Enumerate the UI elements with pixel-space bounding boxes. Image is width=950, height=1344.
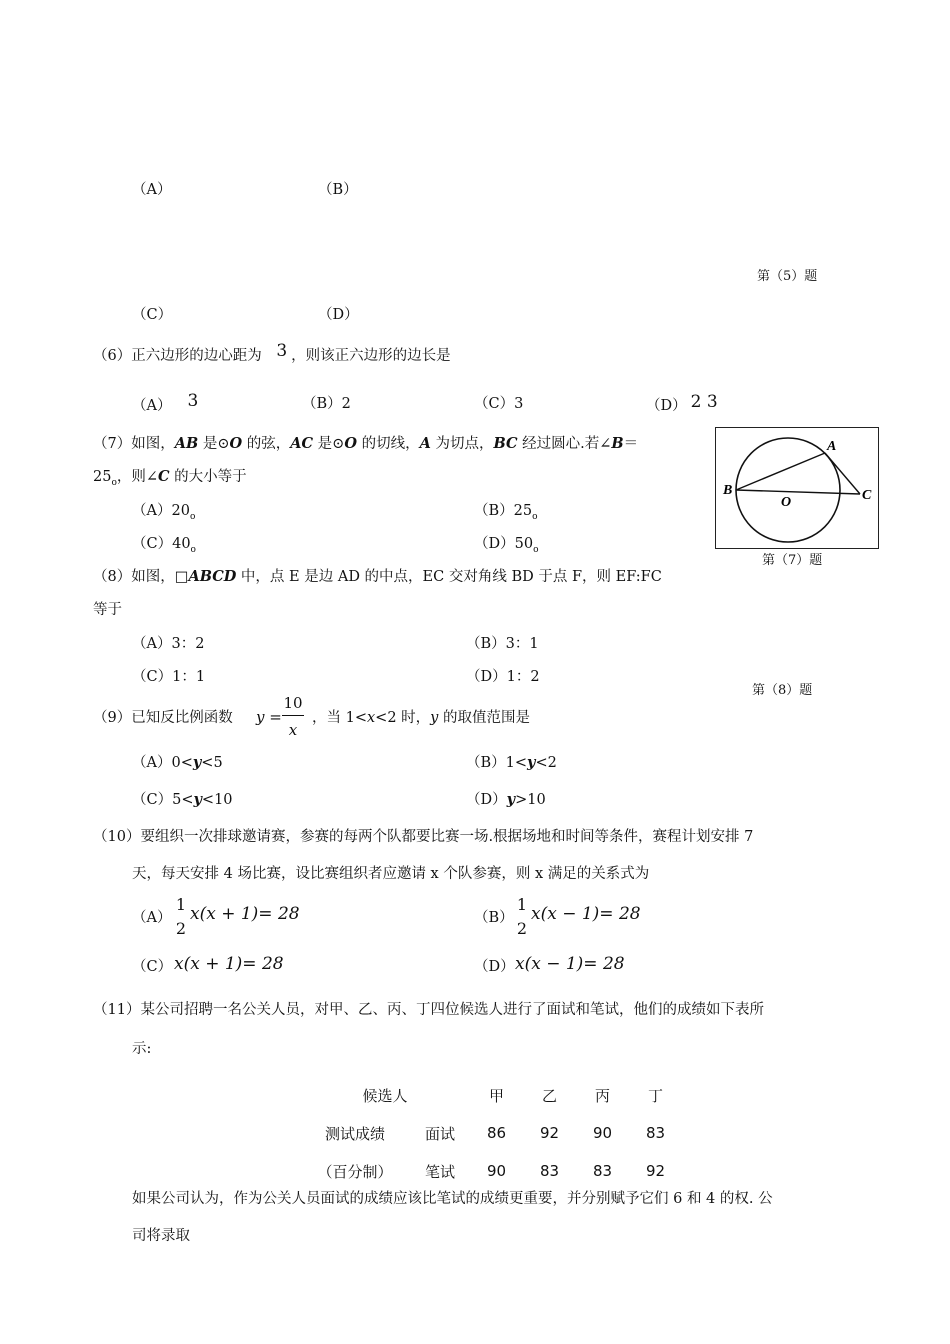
q11-row1-ding: 83 [645,1124,666,1142]
q6-stem-value: 3 [276,341,288,361]
q11-stem-line1: （11）某公司招聘一名公关人员，对甲、乙、丙、丁四位候选人进行了面试和笔试，他们的成绩如下表所 [93,1002,764,1018]
q8-stem-pre: 如图， [131,569,175,585]
q6-opt-a-value: 3 [187,391,199,411]
q10-opt-d-label: （D） [474,959,515,975]
q9-opt-c-seg: <10 [201,792,233,808]
q9-stem-pre-text: 已知反比例函数 [131,710,233,726]
q9-opt-d-seg: （D） [466,792,507,808]
q7-option-d [474,537,539,555]
q9-stem-post-3: 的取值范围是 [438,710,530,726]
q11-header-candidate: 候选人 [362,1086,408,1105]
q9-stem-post-2: <2 时， [375,710,431,726]
q7-line1-seg: 为切点， [430,436,494,452]
q9-func-lhs [256,710,282,725]
q8-stem-line1 [93,570,662,585]
q9-opt-a-seg: （A）0< [132,755,193,771]
q9-opt-a-seg: <5 [201,755,223,771]
q6-opt-c-value: 3 [514,396,524,412]
q9-opt-d-seg: >10 [515,792,546,808]
q7-opt-d-degree: o [533,544,539,555]
q10-opt-c-label: （C） [132,959,173,975]
q10-opt-b-half [515,895,529,937]
q7-stem-line2 [93,470,247,488]
parallelogram-icon: □ [174,569,189,585]
q10-opt-b-half-num: 1 [516,895,528,914]
q7-label-o: O [781,495,792,510]
q11-header-ding: 丁 [647,1086,663,1105]
q6-opt-c-label: （C） [474,396,515,412]
q7-opt-d-text: （D）50 [474,536,534,552]
q7-caption: 第（7）题 [762,553,823,568]
q11-row2-item: 笔试 [424,1162,455,1181]
q7-line1-seg: BC [493,435,518,452]
q8-option-a: （A）3：2 [132,636,205,652]
q7-line2-seg: 25 [93,469,112,485]
q11-after-line1: 如果公司认为，作为公关人员面试的成绩应该比笔试的成绩更重要，并分别赋予它们 6 和 4 的权. 公 [132,1191,773,1207]
q10-opt-d-expr: x(x − 1)= 28 [515,954,625,974]
q11-row2-jia: 90 [486,1162,507,1180]
q7-opt-b-text: （B）25 [474,503,533,519]
q11-row1-yi: 92 [539,1124,560,1142]
q7-opt-c-degree: o [190,544,196,555]
q7-label-a: A [827,439,837,454]
q7-line1-seg: O [229,435,243,452]
q10-opt-b-label: （B） [474,910,514,926]
q7-stem-line1 [93,437,638,452]
q9-y-var: y [430,710,439,726]
q8-number: （8） [93,569,132,585]
q9-x-var: x [366,710,376,726]
q9-func-y: y [256,708,265,726]
q8-para-name: ABCD [188,568,237,585]
q9-numerator: 10 [283,694,303,712]
q6-option-b [302,397,351,412]
q9-denominator: x [288,721,298,739]
q11-row2-yi: 83 [539,1162,560,1180]
q10-stem-line1: （10）要组织一次排球邀请赛，参赛的每两个队都要比赛一场.根据场地和时间等条件，赛程计划安排 7 [93,829,754,845]
q7-opt-a-text: （A）20 [132,503,190,519]
q9-opt-b-seg: y [527,754,536,771]
q9-opt-b-seg: （B）1< [466,755,528,771]
q9-option-a [132,756,223,771]
q6-option-c [474,397,523,412]
q6-number: （6） [93,348,132,364]
q6-stem-before: 正六边形的边心距为 [131,348,262,364]
q7-opt-a-degree: o [189,511,196,522]
q11-row2-ding: 92 [645,1162,666,1180]
q7-line1-seg: 的切线， [356,436,420,452]
q10-opt-b-half-den: 2 [516,919,528,938]
q11-row1-group: 测试成绩 [324,1124,385,1143]
q9-option-b [466,756,557,771]
q11-score-table [300,1076,682,1190]
q7-line1-seg: B [611,435,624,452]
q7-line1-seg: A [419,435,431,452]
q11-header-bing: 丙 [594,1086,610,1105]
table-row [300,1152,682,1190]
q9-opt-b-seg: <2 [535,755,557,771]
q7-line1-seg: ＝ [623,436,639,452]
q7-line2-seg: o [111,477,117,488]
q7-line2-seg: C [158,468,170,485]
q10-opt-b-expr: x(x − 1)= 28 [531,904,641,924]
q9-option-d [466,793,546,808]
q9-fraction-bar [282,715,304,716]
q7-line1-seg: 如图， [131,436,175,452]
q6-opt-d-value: 2 3 [690,392,718,412]
q7-line1-seg: 是⊙ [313,436,345,452]
q8-caption: 第（8）题 [752,683,813,698]
q7-figure [715,427,879,549]
q9-stem-pre [93,711,233,726]
q5-caption: 第（5）题 [757,269,818,284]
q6-opt-d-label: （D） [646,398,687,414]
q9-fraction [282,694,304,740]
q6-opt-b-value: 2 [341,396,351,412]
q11-row2-group: （百分制） [317,1162,393,1181]
q10-opt-c-expr: x(x + 1)= 28 [174,954,284,974]
q11-header-yi: 乙 [541,1086,557,1105]
q7-line1-seg: AC [290,435,314,452]
table-row [300,1114,682,1152]
q7-option-b [474,504,538,522]
q7-option-a [132,504,195,522]
q9-opt-d-seg: y [506,791,516,808]
q8-stem-line2: 等于 [93,602,122,618]
q7-line1-seg: O [344,435,357,452]
q11-header-jia: 甲 [488,1086,504,1105]
q7-line2-seg: ，则∠ [116,469,159,485]
q8-option-c: （C）1：1 [132,669,206,685]
q10-opt-a-label: （A） [132,910,172,926]
q7-line1-seg: AB [174,435,199,452]
q11-row1-item: 面试 [424,1124,455,1143]
q9-opt-c-seg: y [193,791,202,808]
q9-func-eq: = [269,708,282,726]
q6-opt-a-label: （A） [132,398,172,414]
q6-option-d [646,392,718,414]
q7-line1-text [131,436,638,452]
q5-option-b: （B） [318,182,358,198]
q7-line1-seg: 是⊙ [198,436,230,452]
q11-table-header [300,1076,682,1114]
q5-option-c: （C） [132,307,173,323]
q10-opt-a-half [174,895,188,937]
q7-option-c [132,537,196,555]
q8-stem-rest: 中，点 E 是边 AD 的中点，EC 交对角线 BD 于点 F，则 EF:FC [236,569,662,585]
q9-number: （9） [93,710,132,726]
q11-stem-line2: 示: [132,1041,152,1057]
q10-opt-a-half-den: 2 [175,919,187,938]
q10-opt-a-half-num: 1 [175,895,187,914]
q8-option-d: （D）1：2 [466,669,540,685]
q9-opt-c-seg: （C）5< [132,792,194,808]
q7-line2-seg: 的大小等于 [169,469,247,485]
q6-option-a [132,391,199,414]
q8-option-b: （B）3：1 [466,636,539,652]
q11-row2-bing: 83 [592,1162,613,1180]
q9-option-c [132,793,233,808]
q9-opt-a-seg: y [192,754,202,771]
q10-opt-a-expr: x(x + 1)= 28 [190,904,300,924]
q7-opt-c-text: （C）40 [132,536,191,552]
q6-stem-after: ，则该正六边形的边长是 [291,348,451,364]
q9-stem-post [312,711,530,726]
q6-opt-b-label: （B） [302,396,342,412]
q7-line1-seg: 的弦， [242,436,291,452]
q7-label-c: C [862,488,872,503]
q7-label-b: B [723,483,733,498]
q5-option-d: （D） [318,307,359,323]
q11-after-line2: 司将录取 [132,1228,190,1244]
q7-number: （7） [93,436,132,452]
q7-opt-b-degree: o [532,511,538,522]
q10-stem-line2: 天，每天安排 4 场比赛，设比赛组织者应邀请 x 个队参赛，则 x 满足的关系式为 [132,866,650,882]
q5-option-a: （A） [132,182,172,198]
q11-row1-bing: 90 [592,1124,613,1142]
q11-row1-jia: 86 [486,1124,507,1142]
q9-stem-post-1: ，当 1< [312,710,367,726]
q6-stem [93,341,451,364]
q7-line1-seg: 经过圆心.若∠ [517,436,612,452]
